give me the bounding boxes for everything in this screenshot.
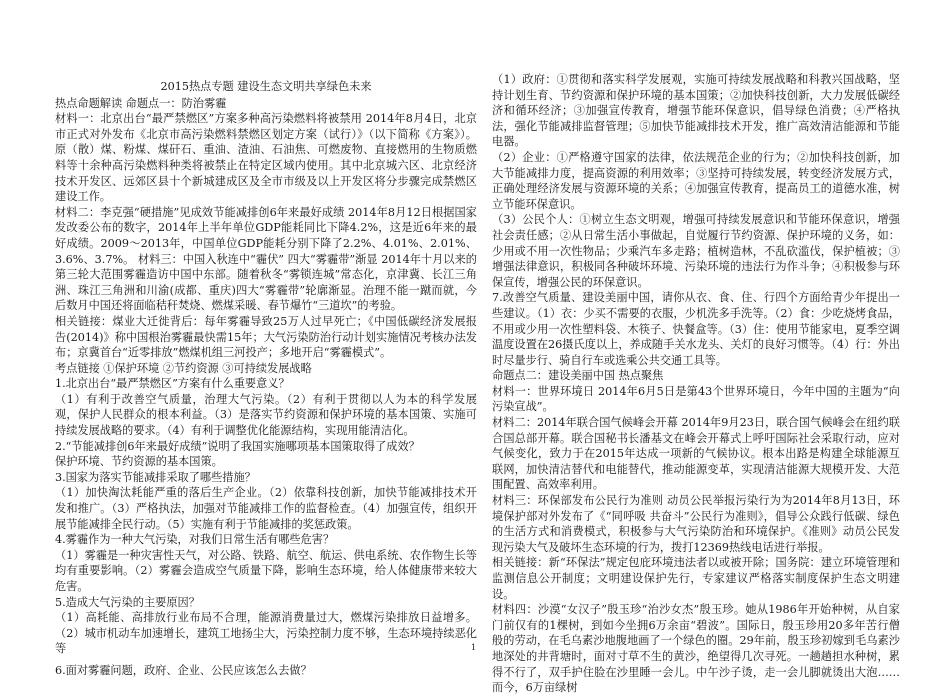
paragraph: 材料二：李克强“硬措施”见成效节能减排创6年来最好成绩 2014年8月12日根据国家发改委公布的数字，2014年上半年单位GDP能耗同比下降4.2%，这是近6年来的最好成绩。2009～2013年，中国单位GDP能耗分别下降了2.2%、4.01%、2.01%、3.6%、3.7%。 材料三：中国入秋连中“霾伏” 四大“雾霾带”渐显 2014年十月以来的第三轮大范围雾霾造访中国中东部。随着秋冬“雾锁连城”常态化，京津冀、长江三角洲、珠江三角洲和川渝(成都、重庆)四大“雾霾带”轮廓渐显。治理不能一蹴而就，今后数月中国还将面临秸秆焚烧、燃煤采暖、春节爆竹“三道坎”的考验。 (55, 205, 477, 313)
question: 1.北京出台“最严禁燃区”方案有什么重要意义？ (55, 377, 290, 391)
paragraph: 材料四：沙漠“女汉子”殷玉珍“治沙女杰”殷玉珍。她从1986年开始种树，从自家门前仅有的1棵树，到如今坐拥6万余亩“碧波”。国际日，殷玉珍用20多年苦行僧般的劳动，在毛乌素沙地腹地画了一个绿色的圈。29年前，殷玉珍初嫁到毛乌素沙地深处的井背塘时，面对寸草不生的黄沙，绝望得几次寻死。一趟趟担水种树，累得不行了，双手护住脸在沙里睡一会儿。中午沙子烫，走一会儿脚就烫出大泡……而今，6万亩绿树 (492, 603, 900, 695)
question: 7.改善空气质量、建设美丽中国，请你从衣、食、住、行四个方面给青少年提出一些建议。（1）衣：少买不需要的衣服，少机洗多手洗等。（2）食：少吃烧烤食品，不用或少用一次性塑料袋、木筷子、快餐盒等。（3）住：使用节能家电，夏季空调温度设置在26摄氏度以上，养成随手关水龙头、关灯的良好习惯等。（4）行：外出时尽量步行、骑自行车或选乘公共交通工具等。 (492, 291, 900, 367)
answer: 保护环境、节约资源的基本国策。 (55, 455, 223, 469)
answer: （2）企业：①严格遵守国家的法律，依法规范企业的行为；②加快科技创新，加大节能减排力度，提高资源的利用效率；③坚持可持续发展，转变经济发展方式，正确处理经济发展与资源环境的关系；④加强宣传教育，提高员工的道德水准，树立节能环保意识。 (492, 150, 900, 211)
paragraph: 考点链接 ①保护环境 ②节约资源 ③可持续发展战略 (55, 361, 312, 375)
question: 4.雾霾作为一种大气污染，对我们日常生活有哪些危害？ (55, 533, 335, 547)
question: 3.国家为落实节能减排采取了哪些措施？ (55, 470, 256, 484)
answer: （1）雾霾是一种灾害性天气，对公路、铁路、航空、航运、供电系统、农作物生长等均有重要影响。（2）雾霾会造成空气质量下降，影响生态环境，给人体健康带来较大危害。 (55, 548, 477, 593)
question: 5.造成大气污染的主要原因？ (55, 595, 200, 609)
answer: （1）政府：①贯彻和落实科学发展观，实施可持续发展战略和科教兴国战略，坚持计划生育、节约资源和保护环境的基本国策；②加快科技创新，大力发展低碳经济和循环经济；③加强宣传教育，增强节能环保意识，倡导绿色消费；④严格执法，强化节能减排监督管理；⑤加快节能减排技术开发，推广高效清洁能源和节能电器。 (492, 73, 900, 149)
page-title: 2015热点专题 建设生态文明共享绿色未来 (160, 80, 372, 93)
paragraph: 相关链接：煤业大迁徙背后：每年雾霾导致25万人过早死亡；《中国低碳经济发展报告(2014)》称中国根治雾霾最快需15年；大气污染防治行动计划实施情况考核办法发布；京冀首台“近零排放”燃煤机组三河投产；多地开启“雾霾模式”。 (55, 314, 477, 360)
paragraph: 材料一：北京出台“最严禁燃区”方案多种高污染燃料将被禁用 2014年8月4日，北京市正式对外发布《北京市高污染燃料禁燃区划定方案（试行）》（以下简称《方案》）。原（散）煤、粉煤、煤矸石、重油、渣油、石油焦、可燃废物、直接燃用的生物质燃料等十余种高污染燃料种类将被禁止在特定区域内使用。其中北京城六区、北京经济技术开发区、远郊区县十个新城建成区及全市市级及以上开发区将分步骤完成禁燃区建设工作。 (55, 112, 477, 204)
answer: （1）有利于改善空气质量，治理大气污染。（2）有利于贯彻以人为本的科学发展观，保护人民群众的根本利益。（3）是落实节约资源和保护环境的基本国策、实施可持续发展战略的要求。（4）有利于调整优化能源结构，实现用能清洁化。 (55, 392, 477, 438)
paragraph: 相关链接：新“环保法”规定包庇环境违法者以或被开除；国务院：建立环境管理和监测信息公开制度；文明建设保护先行，专家建议严格落实制度保护生态文明建设。 (492, 556, 900, 601)
answer: （1）加快淘汰耗能严重的落后生产企业。（2）依靠科技创新，加快节能减排技术开发和推广。（3）严格执法，加强对节能减排工作的监督检查。（4）加强宣传，组织开展节能减排全民行动。（5）实施有利于节能减排的奖惩政策。 (55, 486, 477, 531)
question: 6.面对雾霾问题，政府、企业、公民应该怎么去做？ (55, 663, 312, 677)
paragraph: 材料三：环保部发布公民行为准则 动员公民举报污染行为为2014年8月13日，环境保护部对外发布了《“同呼吸 共奋斗”公民行为准则》，倡导公众践行低碳、绿色的生活方式和消费模式，积极参与大气污染防治和环境保护。《准则》动员公民发现污染大气及破坏生态环境的行为，拨打12369热线电话进行举报。 (492, 494, 900, 554)
page-number: 1 (471, 643, 477, 652)
left-column (55, 79, 477, 679)
paragraph: 材料二：2014年联合国气候峰会开幕 2014年9月23日，联合国气候峰会在纽约联合国总部开幕。联合国秘书长潘基文在峰会开幕式上呼吁国际社会采取行动，应对气候变化，致力于在2015年达成一项新的气候协议。根本出路是构建全球能源互联网，加快清洁替代和电能替代，推动能源变革，实现清洁能源大规模开发、大范围配置、高效率利用。 (492, 416, 900, 492)
answer: （3）公民个人：①树立生态文明观，增强可持续发展意识和节能环保意识，增强社会责任感；②从日常生活小事做起，自觉履行节约资源、保护环境的义务，如：少用或不用一次性物品；少乘汽车多走路；植树造林，不乱砍滥伐，保护植被；③增强法律意识，积极同各种破坏环境、污染环境的违法行为作斗争；④积极参与环保宣传，增强公民的环保意识。 (492, 213, 900, 289)
paragraph: 热点命题解读 命题点一：防治雾霾 (55, 96, 227, 110)
question: 2.“节能减排创6年来最好成绩”说明了我国实施哪项基本国策取得了成效？ (55, 439, 420, 453)
answer: （1）高耗能、高排放行业布局不合理，能源消费量过大，燃煤污染排放日益增多。（2）城市机动车加速增长，建筑工地扬尘大，污染控制力度不够，生态环境持续恶化等 (55, 611, 477, 656)
paragraph: 材料一：世界环境日 2014年6月5日是第43个世界环境日，今年中国的主题为“向污染宣战”。 (492, 384, 900, 414)
section-heading: 命题点二：建设美丽中国 热点聚焦 (492, 369, 664, 383)
right-column (492, 72, 900, 696)
